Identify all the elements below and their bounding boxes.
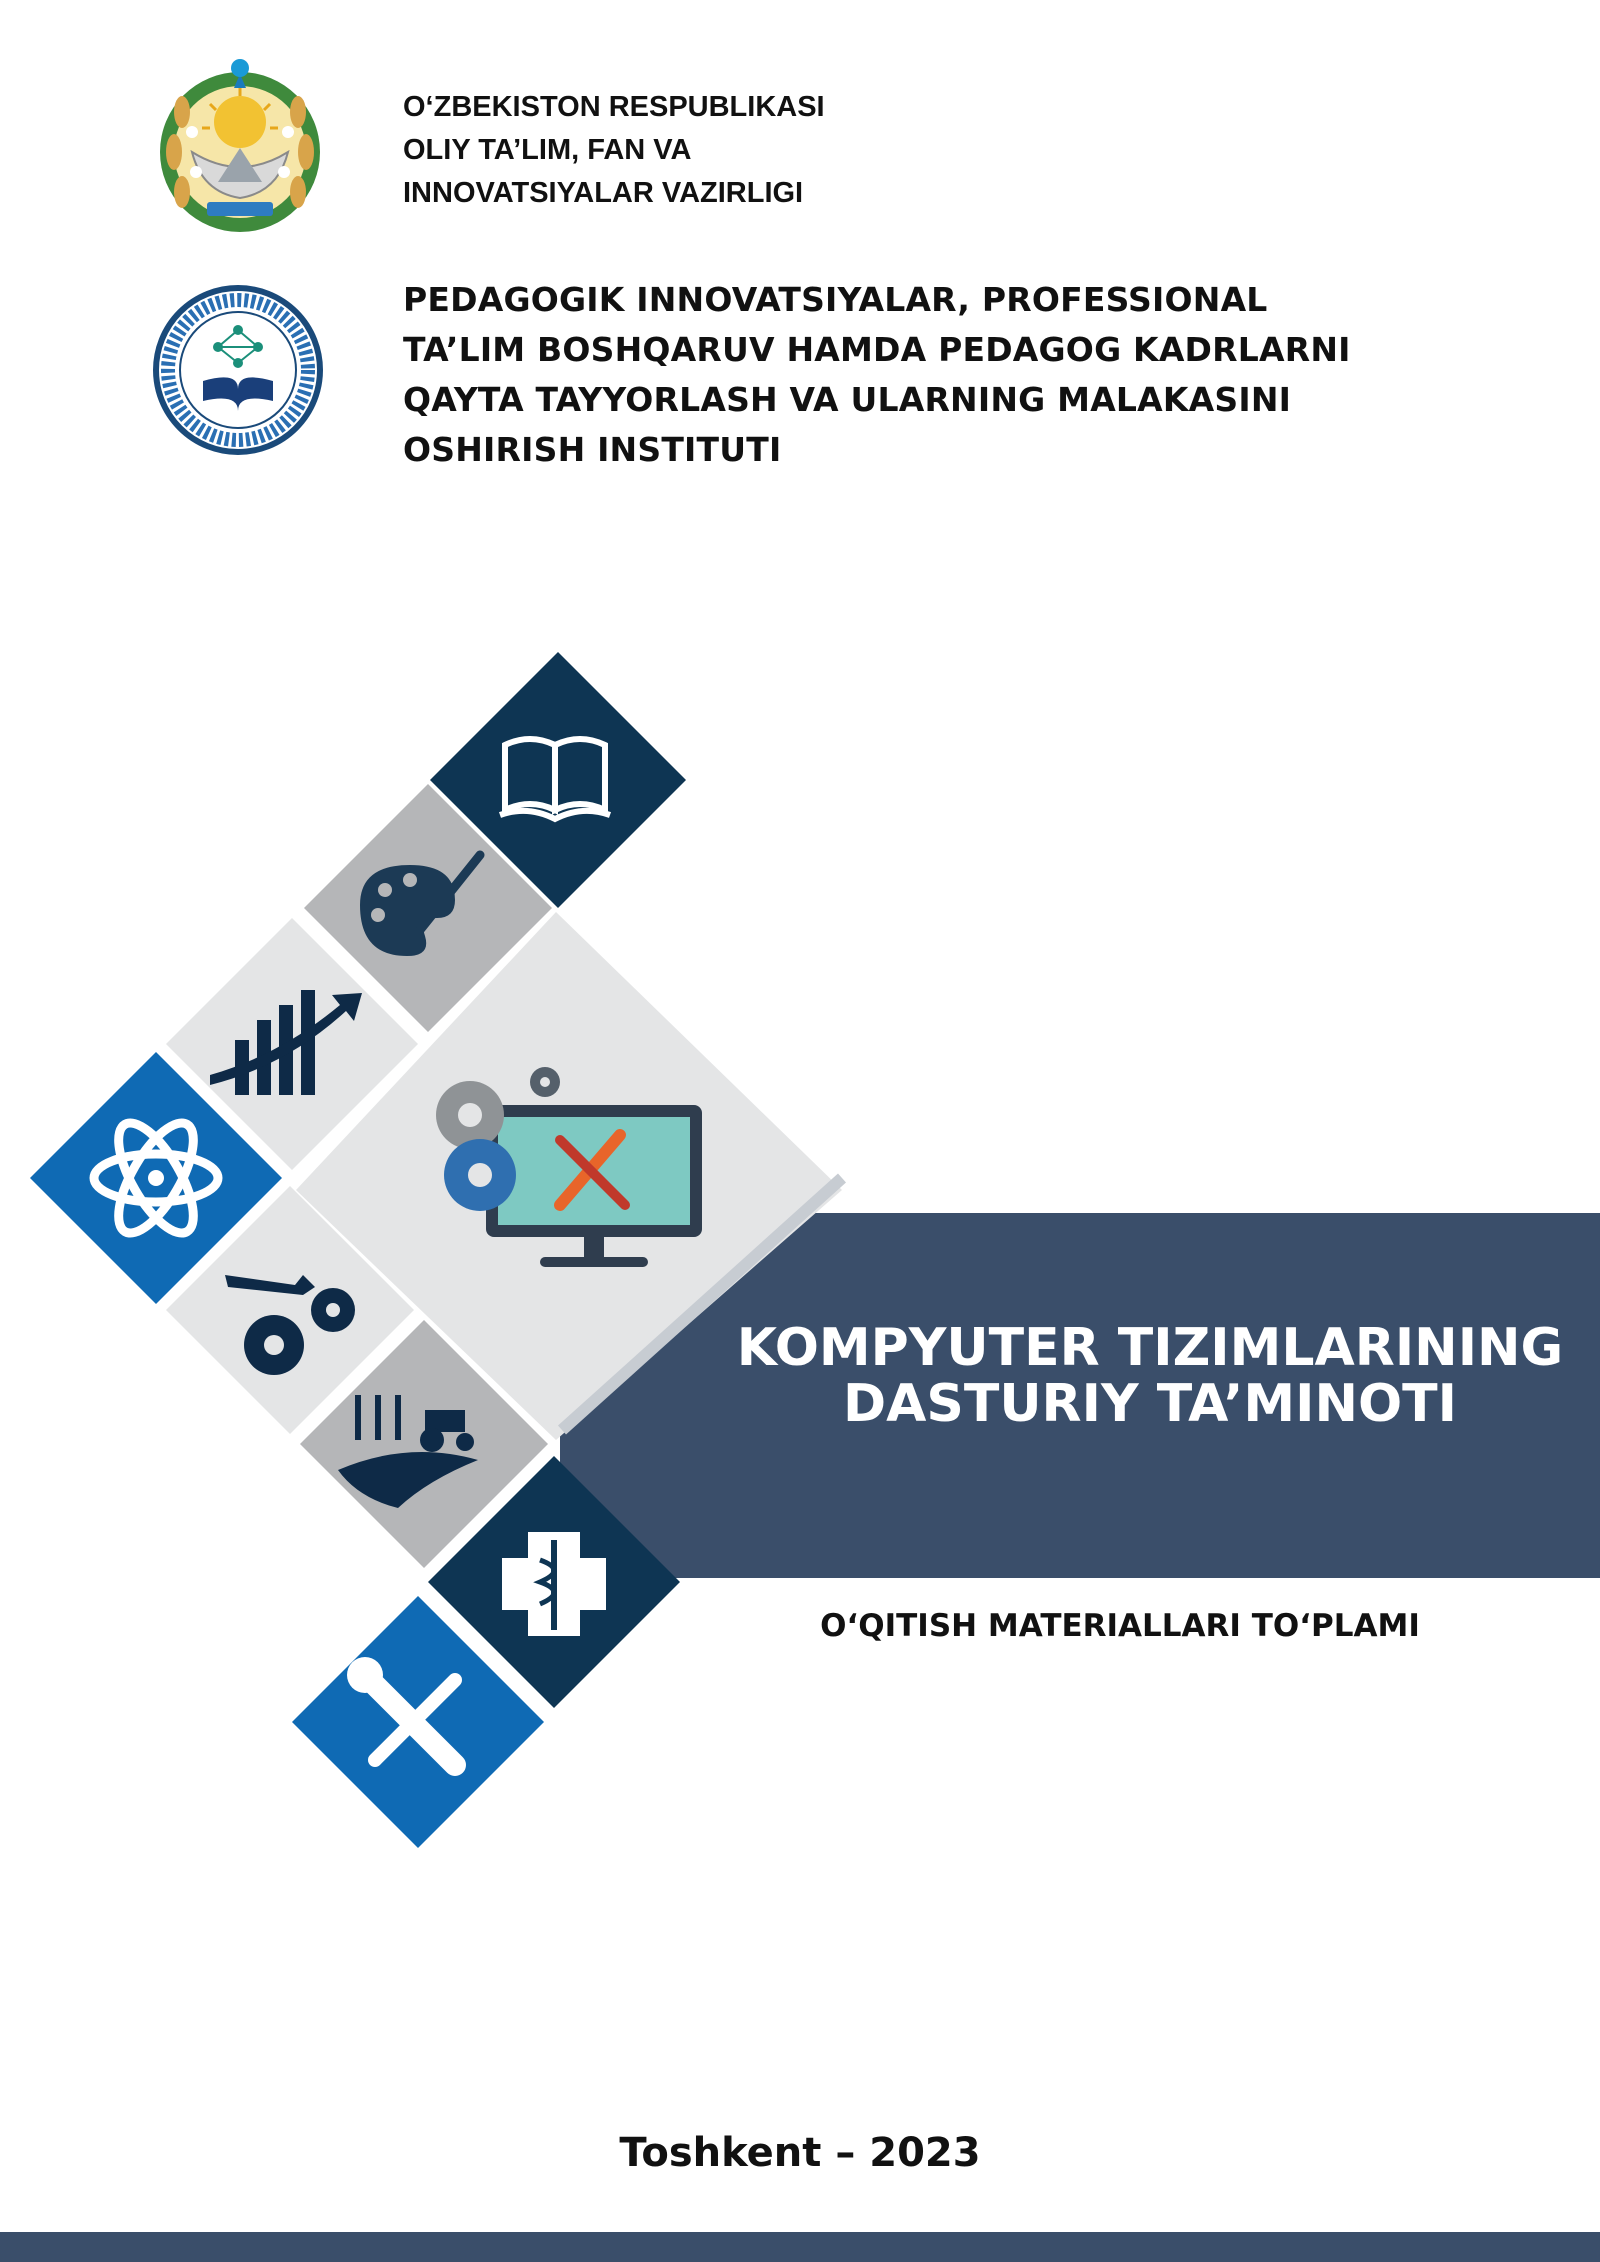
institute-line: TA’LIM BOSHQARUV HAMDA PEDAGOG KADRLARNI (403, 330, 1351, 369)
ministry-line: INNOVATSIYALAR VAZIRLIGI (403, 177, 804, 209)
subject-mosaic (0, 640, 900, 1880)
title-line: DASTURIY TA’MINOTI (843, 1374, 1457, 1434)
ministry-line: O‘ZBEKISTON RESPUBLIKASI (403, 91, 825, 123)
ministry-line: OLIY TA’LIM, FAN VA (403, 134, 692, 166)
city-year: Toshkent – 2023 (619, 2130, 981, 2176)
institute-line: OSHIRISH INSTITUTI (403, 430, 782, 469)
title-line: KOMPYUTER TIZIMLARINING (736, 1318, 1564, 1378)
book-subtitle: O‘QITISH MATERIALLARI TO‘PLAMI (820, 1608, 1420, 1644)
institute-name (403, 275, 1351, 475)
institute-line: PEDAGOGIK INNOVATSIYALAR, PROFESSIONAL (403, 280, 1268, 319)
institute-line: QAYTA TAYYORLASH VA ULARNING MALAKASINI (403, 380, 1292, 419)
institute-seal-icon (153, 285, 323, 455)
ministry-name (403, 86, 825, 215)
book-title (700, 1320, 1600, 1432)
footer-bar (0, 2232, 1600, 2262)
state-emblem-icon (152, 52, 328, 242)
